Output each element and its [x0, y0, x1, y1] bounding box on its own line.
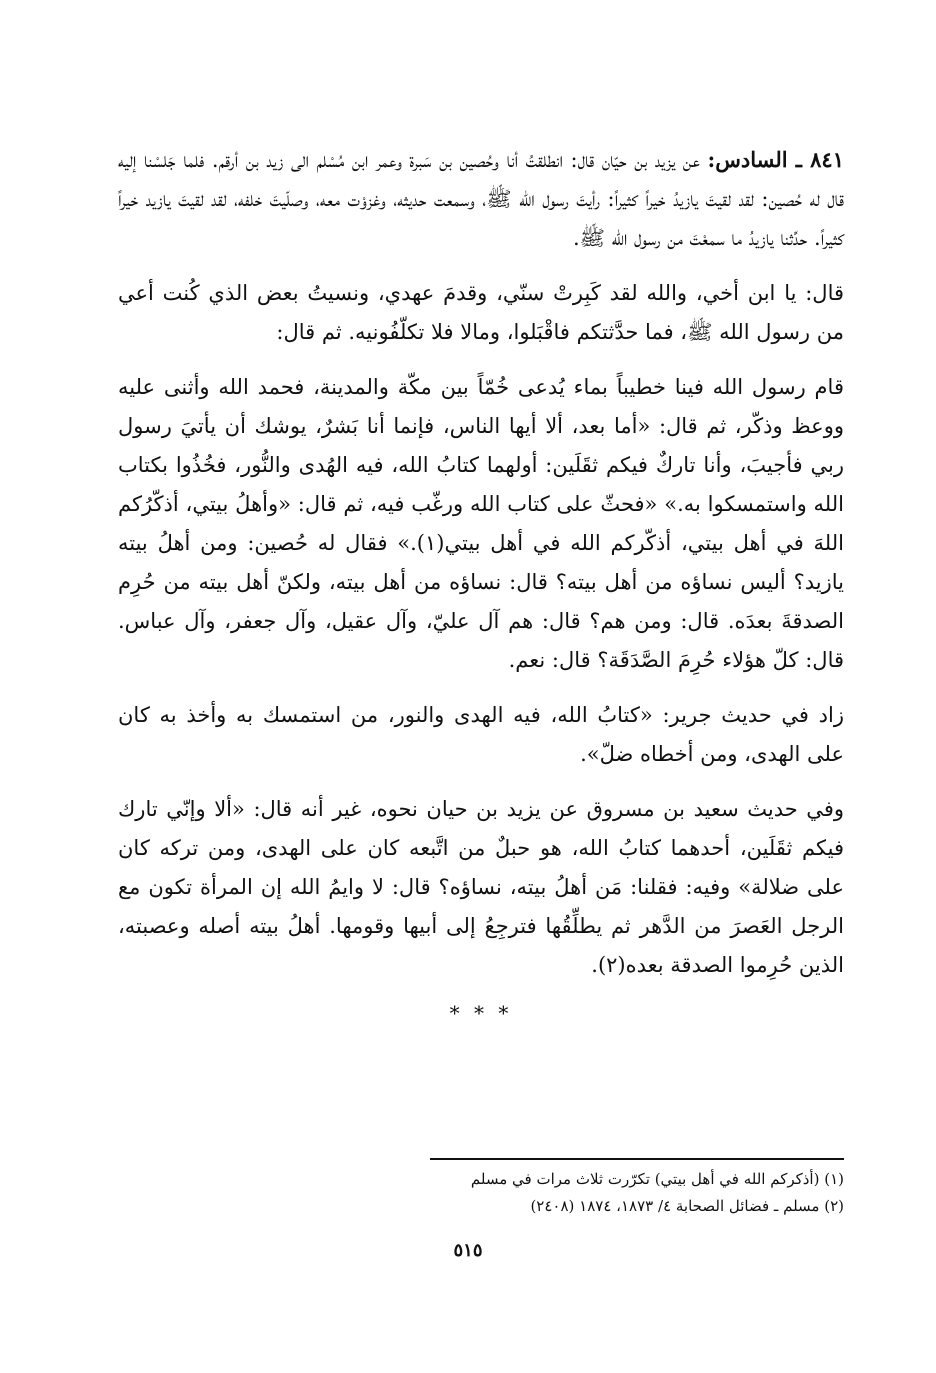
paragraph-2 [118, 274, 844, 352]
page-number: ٥١٥ [453, 1240, 483, 1261]
paragraph-text: قال: يا ابن أخي، والله لقد كَبِرتْ سنّي، وقدمَ عهدي، ونسيتُ بعض الذي كُنت أعي من رسول الله ﷺ، فما حدَّثتكم فاقْبَلوا، ومالا فلا تكلّفُونيه. ثم قال: [118, 281, 844, 344]
hadith-number-heading: ٨٤١ ـ السادس: [707, 147, 844, 172]
paragraph-text: قام رسول الله فينا خطيباً بماء يُدعى خُمّاً بين مكّة والمدينة، فحمد الله وأثنى عليه ووعظ وذكّر، ثم قال: «أما بعد، ألا أيها الناس، فإنما أنا بَشرٌ، يوشك أن يأتيَ رسول ربي فأجيبَ، وأنا تاركٌ فيكم ثقَلَين: أولهما كتابُ الله، فيه الهُدى والنُّور، فخُذُوا بكتاب الله واستمسكوا به.» «فحثّ على كتاب الله ورغّب فيه، ثم قال: «وأهلُ بيتي، أذكّرُكم اللهَ في أهل بيتي، أذكّركم الله في أهل بيتي(١).» فقال له حُصين: ومن أهلُ بيته يازيد؟ أليس نساؤه من أهل بيته؟ قال: نساؤه من أهل بيته، ولكنّ أهل بيته من حُرِم الصدقةَ بعدَه. قال: ومن هم؟ قال: هم آل عليّ، وآل عقيل، وآل جعفر، وآل عباس. قال: كلّ هؤلاء حُرِمَ الصَّدَقَة؟ قال: نعم. [118, 375, 844, 672]
paragraph-text: عن يزيد بن حيّان قال: انطلقتُ أنا وحُصين بن سَبرة وعمر ابن مُسْلم الى زيد بن أرقم. فلما جَلسْنا إليه قال له حُصين: لقد لقيتَ يازيدُ خيراً كثيراً: رأيتَ رسول الله ﷺ، وسمعت حديثه، وغزوْت معه، وصلّيتَ خلفه، لقد لقيتَ يازيد خيراً كثيراً. حدِّثنا يازيدُ ما سمعْتَ من رسول الله ﷺ. [118, 148, 844, 250]
section-separator: * * * [449, 1001, 513, 1025]
footnotes [430, 1158, 844, 1220]
footnote-1: (١) (أذكركم الله في أهل بيتي) تكرّرت ثلاث مرات في مسلم [470, 1170, 844, 1188]
paragraph-3 [118, 368, 844, 680]
paragraph-1 [118, 140, 844, 258]
footnote-2: (٢) مسلم ـ فضائل الصحابة ٤/ ١٨٧٣، ١٨٧٤ (٢٤٠٨) [530, 1197, 844, 1215]
paragraph-text: زاد في حديث جرير: «كتابُ الله، فيه الهدى والنور، من استمسك به وأخذ به كان على الهدى، ومن أخطاه ضلّ». [118, 703, 844, 766]
paragraph-5 [118, 790, 844, 985]
page-body [118, 140, 844, 1047]
paragraph-text: وفي حديث سعيد بن مسروق عن يزيد بن حيان نحوه، غير أنه قال: «ألا وإنّي تارك فيكم ثقَلَين، أحدهما كتابُ الله، هو حبلٌ من اتَّبعه كان على الهدى، ومن تركه كان على ضلالة» وفيه: فقلنا: مَن أهلُ بيته، نساؤه؟ قال: لا وايمُ الله إن المرأة تكون مع الرجل العَصرَ من الدَّهر ثم يطلِّقُها فترجِعُ إلى أبيها وقومها. أهلُ بيته أصله وعصبته، الذين حُرِموا الصدقة بعده(٢). [118, 797, 844, 977]
paragraph-4 [118, 696, 844, 774]
